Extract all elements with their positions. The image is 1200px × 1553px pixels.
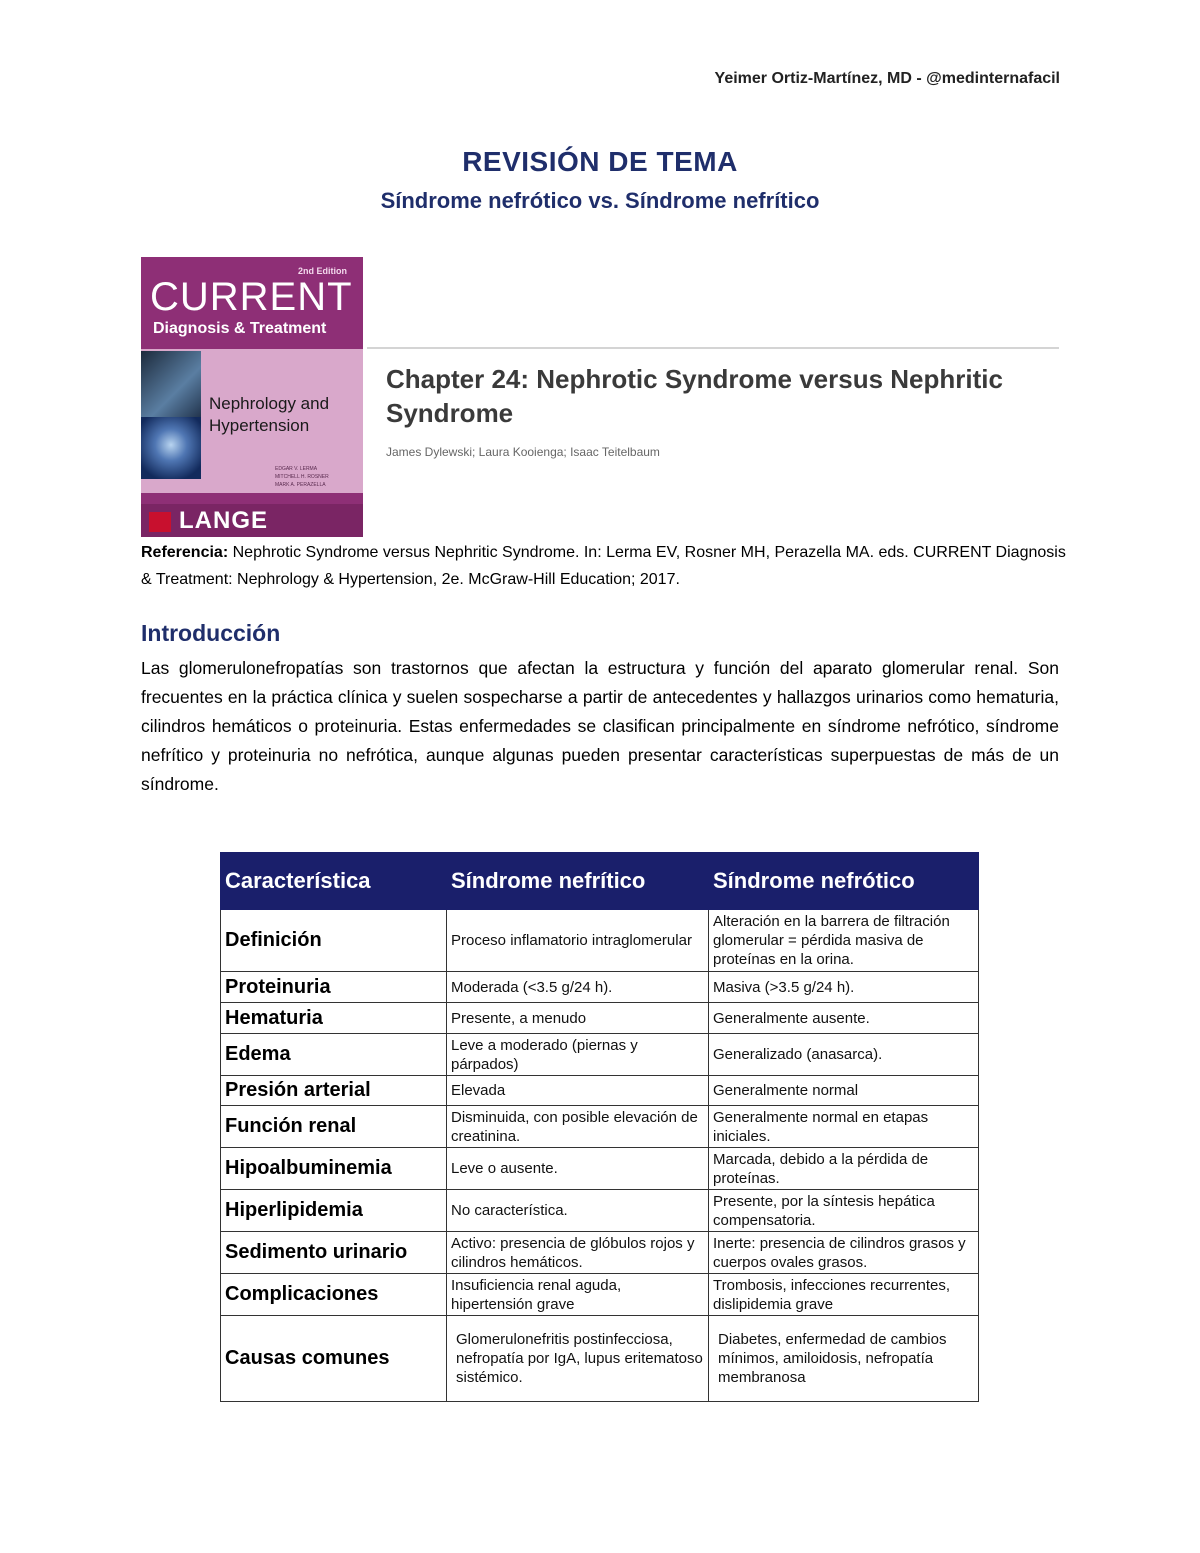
table-row [221, 972, 979, 1003]
row-nephrotic: Trombosis, infecciones recurrentes, dislipidemia grave [709, 1274, 979, 1316]
row-nephritic: Presente, a menudo [447, 1003, 709, 1034]
table-row [221, 1034, 979, 1076]
cover-editor: MITCHELL H. ROSNER [275, 474, 329, 480]
blood-pressure-photo [141, 351, 201, 417]
row-nephrotic: Presente, por la síntesis hepática compensatoria. [709, 1190, 979, 1232]
header-nephritic: Síndrome nefrítico [447, 853, 709, 910]
row-feature: Hiperlipidemia [221, 1190, 447, 1232]
cover-brand: CURRENT [150, 275, 353, 319]
intro-heading: Introducción [141, 620, 281, 646]
reference-paragraph [141, 539, 1071, 593]
cover-series: Diagnosis & Treatment [153, 320, 327, 337]
header-feature: Característica [221, 853, 447, 910]
row-nephrotic: Generalmente ausente. [709, 1003, 979, 1034]
table-row [221, 1003, 979, 1034]
table-row [221, 1232, 979, 1274]
row-nephritic: Leve a moderado (piernas y párpados) [447, 1034, 709, 1076]
row-nephritic: Activo: presencia de glóbulos rojos y cilindros hemáticos. [447, 1232, 709, 1274]
cover-subject-line1: Nephrology and [209, 394, 330, 413]
page-subtitle: Síndrome nefrótico vs. Síndrome nefrítico [380, 188, 820, 213]
row-nephrotic: Generalmente normal [709, 1076, 979, 1106]
row-nephritic: Proceso inflamatorio intraglomerular [447, 910, 709, 972]
reference-text: Nephrotic Syndrome versus Nephritic Syndrome. In: Lerma EV, Rosner MH, Perazella MA. eds. CURRENT Diagnosis & Treatment: Nephrology & Hypertension, 2e. McGraw-Hill Education; 2017. [141, 544, 1066, 588]
table-row [221, 1076, 979, 1106]
row-feature: Función renal [221, 1106, 447, 1148]
table-row [221, 1190, 979, 1232]
row-nephritic: Insuficiencia renal aguda, hipertensión grave [447, 1274, 709, 1316]
reference-label: Referencia: [141, 544, 229, 561]
row-feature: Complicaciones [221, 1274, 447, 1316]
author-credit: Yeimer Ortiz-Martínez, MD - @medinternafacil [714, 70, 1060, 87]
chapter-divider [367, 347, 1059, 349]
cover-edition: 2nd Edition [298, 266, 347, 276]
intro-paragraph: Las glomerulonefropatías son trastornos que afectan la estructura y función del aparato glomerular renal. Son frecuentes en la práctica clínica y suelen sospecharse a partir de antecedentes y hallazgos urinarios como hematuria, cilindros hemáticos o proteinuria. Estas enfermedades se clasifican principalmente en síndrome nefrótico, síndrome nefrítico y proteinuria no nefrótica, aunque algunas pueden presentar características superpuestas de más de un síndrome. [141, 658, 1059, 794]
row-feature: Hipoalbuminemia [221, 1148, 447, 1190]
row-nephritic: Moderada (<3.5 g/24 h). [447, 972, 709, 1003]
page-title: REVISIÓN DE TEMA [462, 146, 738, 177]
row-nephrotic: Generalmente normal en etapas iniciales. [709, 1106, 979, 1148]
header-nephrotic: Síndrome nefrótico [709, 853, 979, 910]
row-nephrotic: Alteración en la barrera de filtración glomerular = pérdida masiva de proteínas en la orina. [709, 910, 979, 972]
cover-editors [275, 465, 329, 489]
table-row [221, 1148, 979, 1190]
row-feature: Edema [221, 1034, 447, 1076]
row-feature: Hematuria [221, 1003, 447, 1034]
row-feature: Presión arterial [221, 1076, 447, 1106]
row-nephrotic: Inerte: presencia de cilindros grasos y cuerpos ovales grasos. [709, 1232, 979, 1274]
row-feature: Sedimento urinario [221, 1232, 447, 1274]
row-nephritic: Disminuida, con posible elevación de creatinina. [447, 1106, 709, 1148]
table-header-row [221, 853, 979, 910]
row-nephrotic: Diabetes, enfermedad de cambios mínimos, amiloidosis, nefropatía membranosa [709, 1316, 979, 1402]
cover-subject [209, 393, 329, 437]
row-nephritic: Elevada [447, 1076, 709, 1106]
publisher-logo-icon [149, 512, 171, 532]
table-row [221, 1106, 979, 1148]
comparison-table [220, 852, 979, 1402]
chapter-title: Chapter 24: Nephrotic Syndrome versus Nephritic Syndrome [386, 364, 1003, 428]
table-row [221, 1274, 979, 1316]
row-nephrotic: Masiva (>3.5 g/24 h). [709, 972, 979, 1003]
table-row [221, 1316, 979, 1402]
row-nephritic: Leve o ausente. [447, 1148, 709, 1190]
cover-editor: MARK A. PERAZELLA [275, 482, 326, 488]
cover-editor: EDGAR V. LERMA [275, 466, 318, 472]
row-feature: Causas comunes [221, 1316, 447, 1402]
row-nephrotic: Marcada, debido a la pérdida de proteínas. [709, 1148, 979, 1190]
table-row [221, 910, 979, 972]
row-nephritic: Glomerulonefritis postinfecciosa, nefropatía por IgA, lupus eritematoso sistémico. [447, 1316, 709, 1402]
chapter-authors: James Dylewski; Laura Kooienga; Isaac Teitelbaum [386, 445, 660, 459]
cover-subject-line2: Hypertension [209, 416, 310, 435]
row-feature: Definición [221, 910, 447, 972]
row-feature: Proteinuria [221, 972, 447, 1003]
cover-publisher: LANGE [179, 507, 268, 534]
row-nephritic: No característica. [447, 1190, 709, 1232]
row-nephrotic: Generalizado (anasarca). [709, 1034, 979, 1076]
book-cover-image [141, 257, 363, 537]
xray-photo [141, 417, 201, 479]
